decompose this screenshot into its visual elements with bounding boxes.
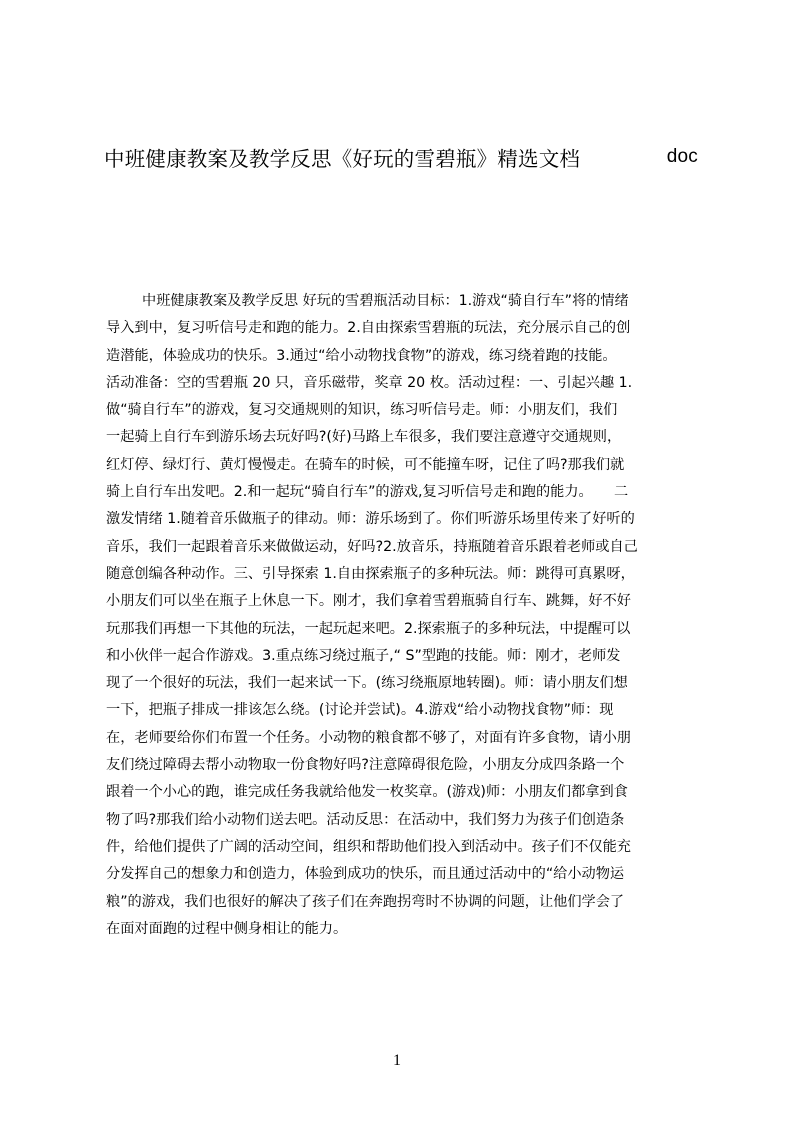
body-line: 音乐，我们一起跟着音乐来做做运动，好吗?2.放音乐，持瓶随着音乐跟着老师或自己 [106,538,638,555]
body-line: 骑上自行车出发吧。2.和一起玩“骑自行车”的游戏,复习听信号走和跑的能力。 二 [106,484,629,501]
body-line: 一下，把瓶子排成一排该怎么绕。(讨论并尝试)。4.游戏“给小动物找食物”师：现 [106,702,614,719]
title-text: 中班健康教案及教学反思《好玩的雪碧瓶》精选文档 [104,147,581,171]
body-line: 激发情绪 1.随着音乐做瓶子的律动。师：游乐场到了。你们听游乐场里传来了好听的 [106,511,635,528]
page-number: 1 [393,1052,401,1069]
body-paragraph [106,288,698,943]
body-line: 现了一个很好的玩法，我们一起来试一下。(练习绕瓶原地转圈)。师：请小朋友们想 [106,675,628,692]
body-line: 活动准备：空的雪碧瓶 20 只，音乐磁带，奖章 20 枚。活动过程：一、引起兴趣 1. [106,374,633,391]
body-line: 一起骑上自行车到游乐场去玩好吗?(好)马路上车很多，我们要注意遵守交通规则， [106,429,622,446]
document-title [104,140,724,174]
title-file-extension: doc [666,146,698,167]
body-line: 在面对面跑的过程中侧身相让的能力。 [106,920,348,937]
body-line: 件，给他们提供了广阔的活动空间，组织和帮助他们投入到活动中。孩子们不仅能充 [106,838,631,855]
body-line: 随意创编各种动作。三、引导探索 1.自由探索瓶子的多种玩法。师：跳得可真累呀， [106,565,635,582]
body-line: 玩那我们再想一下其他的玩法，一起玩起来吧。2.探索瓶子的多种玩法，中提醒可以 [106,620,631,637]
body-line: 造潜能，体验成功的快乐。3.通过“给小动物找食物”的游戏，练习绕着跑的技能。 [106,347,617,364]
body-line: 做“骑自行车”的游戏，复习交通规则的知识，练习听信号走。师：小朋友们，我们 [106,402,618,419]
body-line: 物了吗?那我们给小动物们送去吧。活动反思：在活动中，我们努力为孩子们创造条 [106,811,625,828]
body-line: 跟着一个小心的跑，谁完成任务我就给他发一枚奖章。(游戏)师：小朋友们都拿到食 [106,784,628,801]
body-line: 在，老师要给你们布置一个任务。小动物的粮食都不够了，对面有许多食物，请小朋 [106,729,631,746]
body-line: 友们绕过障碍去帮小动物取一份食物好吗?注意障碍很危险，小朋友分成四条路一个 [106,757,625,774]
body-line: 红灯停、绿灯行、黄灯慢慢走。在骑车的时候，可不能撞车呀，记住了吗?那我们就 [106,456,625,473]
body-line: 和小伙伴一起合作游戏。3.重点练习绕过瓶子,“ S”型跑的技能。师：刚才，老师发 [106,647,621,664]
body-line: 小朋友们可以坐在瓶子上休息一下。刚才，我们拿着雪碧瓶骑自行车、跳舞，好不好 [106,593,631,610]
body-line: 导入到中，复习听信号走和跑的能力。2.自由探索雪碧瓶的玩法，充分展示自己的创 [106,320,631,337]
body-line: 分发挥自己的想象力和创造力，体验到成功的快乐，而且通过活动中的“给小动物运 [106,866,625,883]
body-line: 中班健康教案及教学反思 好玩的雪碧瓶活动目标：1.游戏“骑自行车”将的情绪 [142,293,629,309]
body-line: 粮”的游戏，我们也很好的解决了孩子们在奔跑拐弯时不协调的问题，让他们学会了 [106,893,625,910]
